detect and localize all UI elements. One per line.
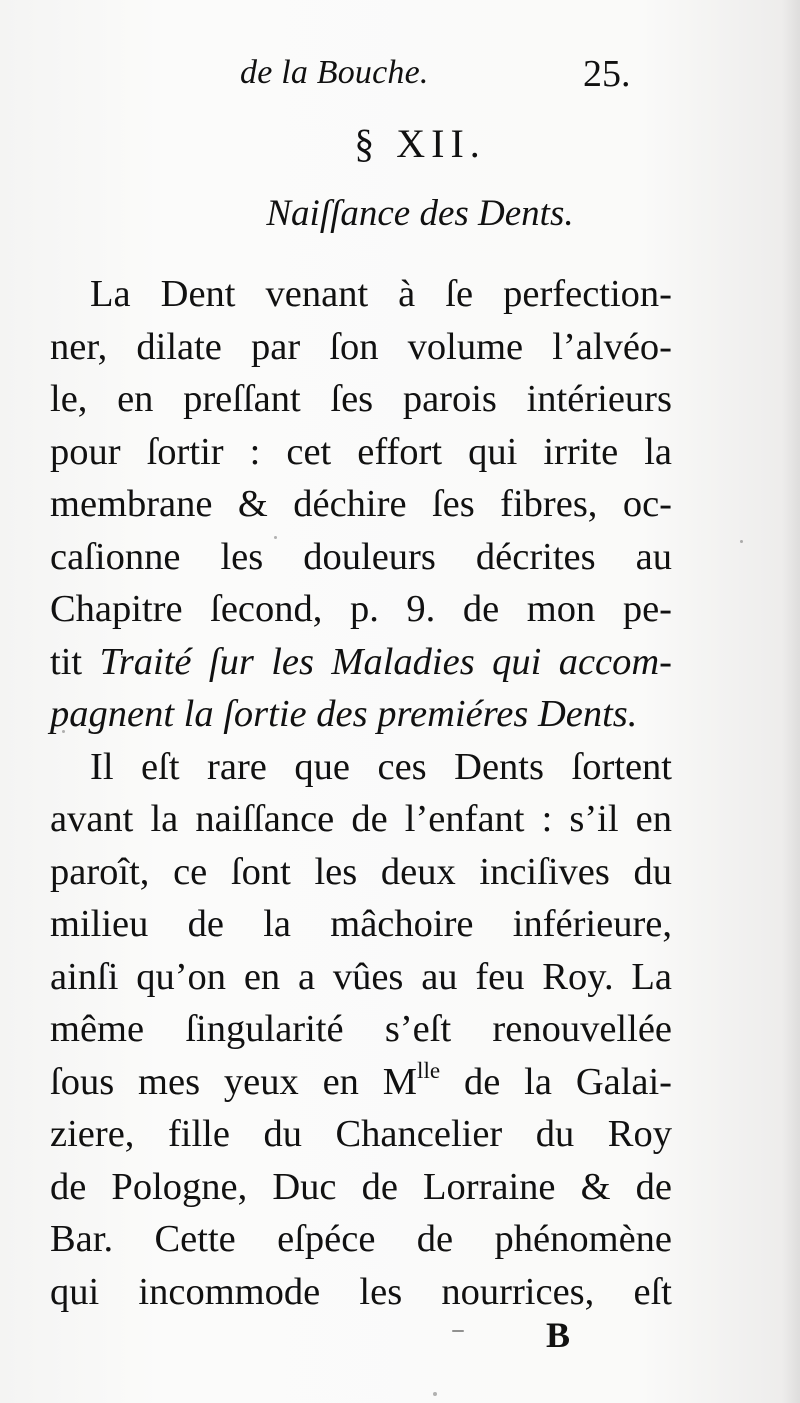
text-line: pour ſortir : cet effort qui irrite la (50, 430, 672, 473)
running-head (0, 48, 800, 98)
superscript-abbreviation: lle (417, 1056, 441, 1083)
text-line: de Pologne, Duc de Lorraine & de (50, 1165, 672, 1208)
paper-speck (433, 1392, 437, 1396)
body-text (50, 268, 672, 1318)
italic-title: Traité ſur les Maladies qui accom- (99, 640, 672, 683)
running-title: de la Bouche. (240, 54, 429, 91)
text-fragment: ſous mes yeux en M (50, 1060, 418, 1103)
text-line: membrane & déchire ſes fibres, oc- (50, 483, 672, 525)
text-line: Bar. Cette eſpéce de phénomène (50, 1218, 672, 1260)
text-fragment: de la Galai- (463, 1060, 673, 1103)
text-line (50, 1056, 672, 1109)
section-number: § XII. (354, 121, 486, 166)
text-line: La Dent venant à ſe perfection- (90, 273, 672, 315)
text-line: milieu de la mâchoire inférieure, (50, 903, 672, 945)
text-line: le, en preſſant ſes parois intérieurs (50, 378, 672, 420)
signature-mark: B (546, 1315, 571, 1355)
paper-speck (274, 536, 277, 539)
paper-speck (740, 540, 743, 543)
text-line: Chapitre ſecond, p. 9. de mon pe- (50, 588, 672, 630)
text-line: avant la naiſſance de l’enfant : s’il en (50, 798, 672, 840)
text-line: Il eſt rare que ces Dents ſortent (90, 745, 672, 788)
paper-speck (62, 730, 65, 733)
text-line: ner, dilate par ſon volume l’alvéo- (50, 325, 672, 368)
text-line: même ſingularité s’eſt renouvellée (50, 1008, 672, 1050)
text-fragment: tit (50, 640, 83, 683)
text-line: ziere, fille du Chancelier du Roy (50, 1113, 672, 1155)
text-line: pagnent la ſortie des premiéres Dents. (50, 693, 638, 735)
paper-speck (452, 1330, 464, 1332)
text-line: caſionne les douleurs décrites au (50, 535, 672, 578)
text-line (50, 636, 672, 689)
page-number: 25. (583, 53, 631, 95)
text-line: paroît, ce ſont les deux inciſives du (50, 850, 672, 893)
section-title: Naiſſance des Dents. (266, 193, 574, 234)
text-line: qui incommode les nourrices, eſt (50, 1270, 672, 1313)
text-line: ainſi qu’on en a vûes au feu Roy. La (50, 955, 672, 998)
